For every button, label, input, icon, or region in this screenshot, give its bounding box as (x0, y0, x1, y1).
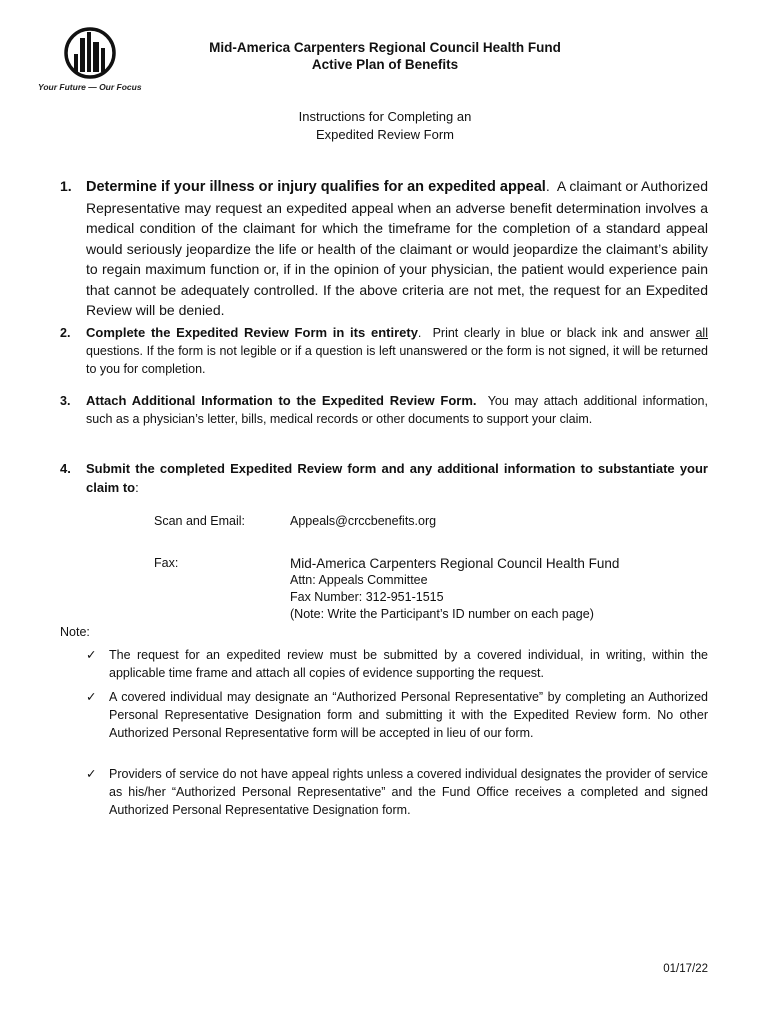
org-name: Mid-America Carpenters Regional Council Health Fund (209, 40, 561, 55)
step-2: 2. Complete the Expedited Review Form in its entirety. Print clearly in blue or black ink and answer all questions. If the form is not legible or if a question is left unanswered or the form is not signed, it will be returned to you for completion. (60, 325, 708, 376)
fax-org: Mid-America Carpenters Regional Council Health Fund (290, 556, 620, 571)
fax-number: Fax Number: 312-951-1515 (290, 590, 444, 604)
instructions-line-1: Instructions for Completing an (298, 109, 472, 124)
instructions-line-2: Expedited Review Form (316, 127, 454, 142)
step-body: Print clearly in blue or black ink and answer (432, 326, 690, 340)
email-label: Scan and Email: (154, 514, 246, 528)
checkmark-icon: ✓ (86, 767, 97, 781)
fax-note: (Note: Write the Participant’s ID number on each page) (290, 607, 594, 621)
instructions-title (0, 108, 770, 144)
fax-label: Fax: (154, 556, 179, 570)
revision-date: 01/17/22 (663, 963, 708, 975)
step-number: 2. (60, 326, 71, 340)
logo-tagline: Your Future — Our Focus (38, 82, 142, 92)
fax-attn: Attn: Appeals Committee (290, 573, 428, 587)
step-3 (60, 392, 708, 428)
step-1: 1. Determine if your illness or injury qualifies for an expedited appeal. A claimant or Authorized Representative may request an expedited appeal when an adverse benefit determination involves a medical condition of the claimant for which the timeframe for the completion of a standard appeal would seriously jeopardize the life or health of the claimant or would jeopardize the claimant’s ability to regain maximum function or, if in the opinion of your physician, the patient would experience pain that cannot be adequately controlled. If the above criteria are not met, the request for an Expedited Review will be denied. (60, 178, 708, 318)
note-text: Providers of service do not have appeal rights unless a covered individual designates the provider of service as his/her “Authorized Personal Representative” and the Fund Office receives a completed and signed Authorized Personal Representative Designation form. (109, 767, 708, 817)
checkmark-icon: ✓ (86, 690, 97, 704)
step-number: 3. (60, 394, 71, 408)
plan-name: Active Plan of Benefits (311, 57, 459, 72)
note-text: A covered individual may designate an “Authorized Personal Representative” by completing an Authorized Personal Representative Designation form and submitting it with the Expedited Review form. No other Authorized Personal Representative form will be accepted in lieu of our form. (109, 690, 708, 740)
step-body-rest: questions. If the form is not legible or if a question is left unanswered or the form is not signed, it will be returned to you for completion. (86, 344, 708, 376)
step-title: Submit the completed Expedited Review form and any additional information to substantiate your claim to (86, 461, 708, 495)
step-title: Complete the Expedited Review Form in its entirety (86, 325, 418, 340)
step-body: A claimant or Authorized Representative may request an expedited appeal when an adverse benefit determination involves a medical condition of the claimant for which the timeframe for the completion of a standard appeal would seriously jeopardize the life or health of the claimant or would jeopardize the claimant’s ability to regain maximum function or, if in the opinion of your physician, the patient would experience pain that cannot be adequately controlled. If the above criteria are not met, the request for an Expedited Review will be denied. (86, 178, 708, 318)
note-label: Note: (60, 625, 90, 639)
note-item (86, 646, 708, 682)
note-text: The request for an expedited review must be submitted by a covered individual, in writing, within the applicable time frame and attach all copies of evidence supporting the request. (109, 648, 708, 680)
document-header (0, 39, 770, 73)
checkmark-icon: ✓ (86, 648, 97, 662)
step-title: Attach Additional Information to the Expedited Review Form. (86, 393, 477, 408)
note-item (86, 688, 708, 742)
step-number: 1. (60, 178, 72, 194)
step-4: 4. Submit the completed Expedited Review form and any additional information to substantiate your claim to: (60, 461, 708, 495)
step-number: 4. (60, 461, 71, 476)
email-address[interactable]: Appeals@crccbenefits.org (290, 514, 437, 528)
step-body-emphasis: all (695, 326, 708, 340)
fax-details (290, 555, 619, 623)
step-body: You may attach additional information, such as a physician’s letter, bills, medical records or other documents to support your claim. (86, 394, 708, 426)
step-title: Determine if your illness or injury qualifies for an expedited appeal (86, 179, 546, 195)
note-item (86, 765, 708, 819)
